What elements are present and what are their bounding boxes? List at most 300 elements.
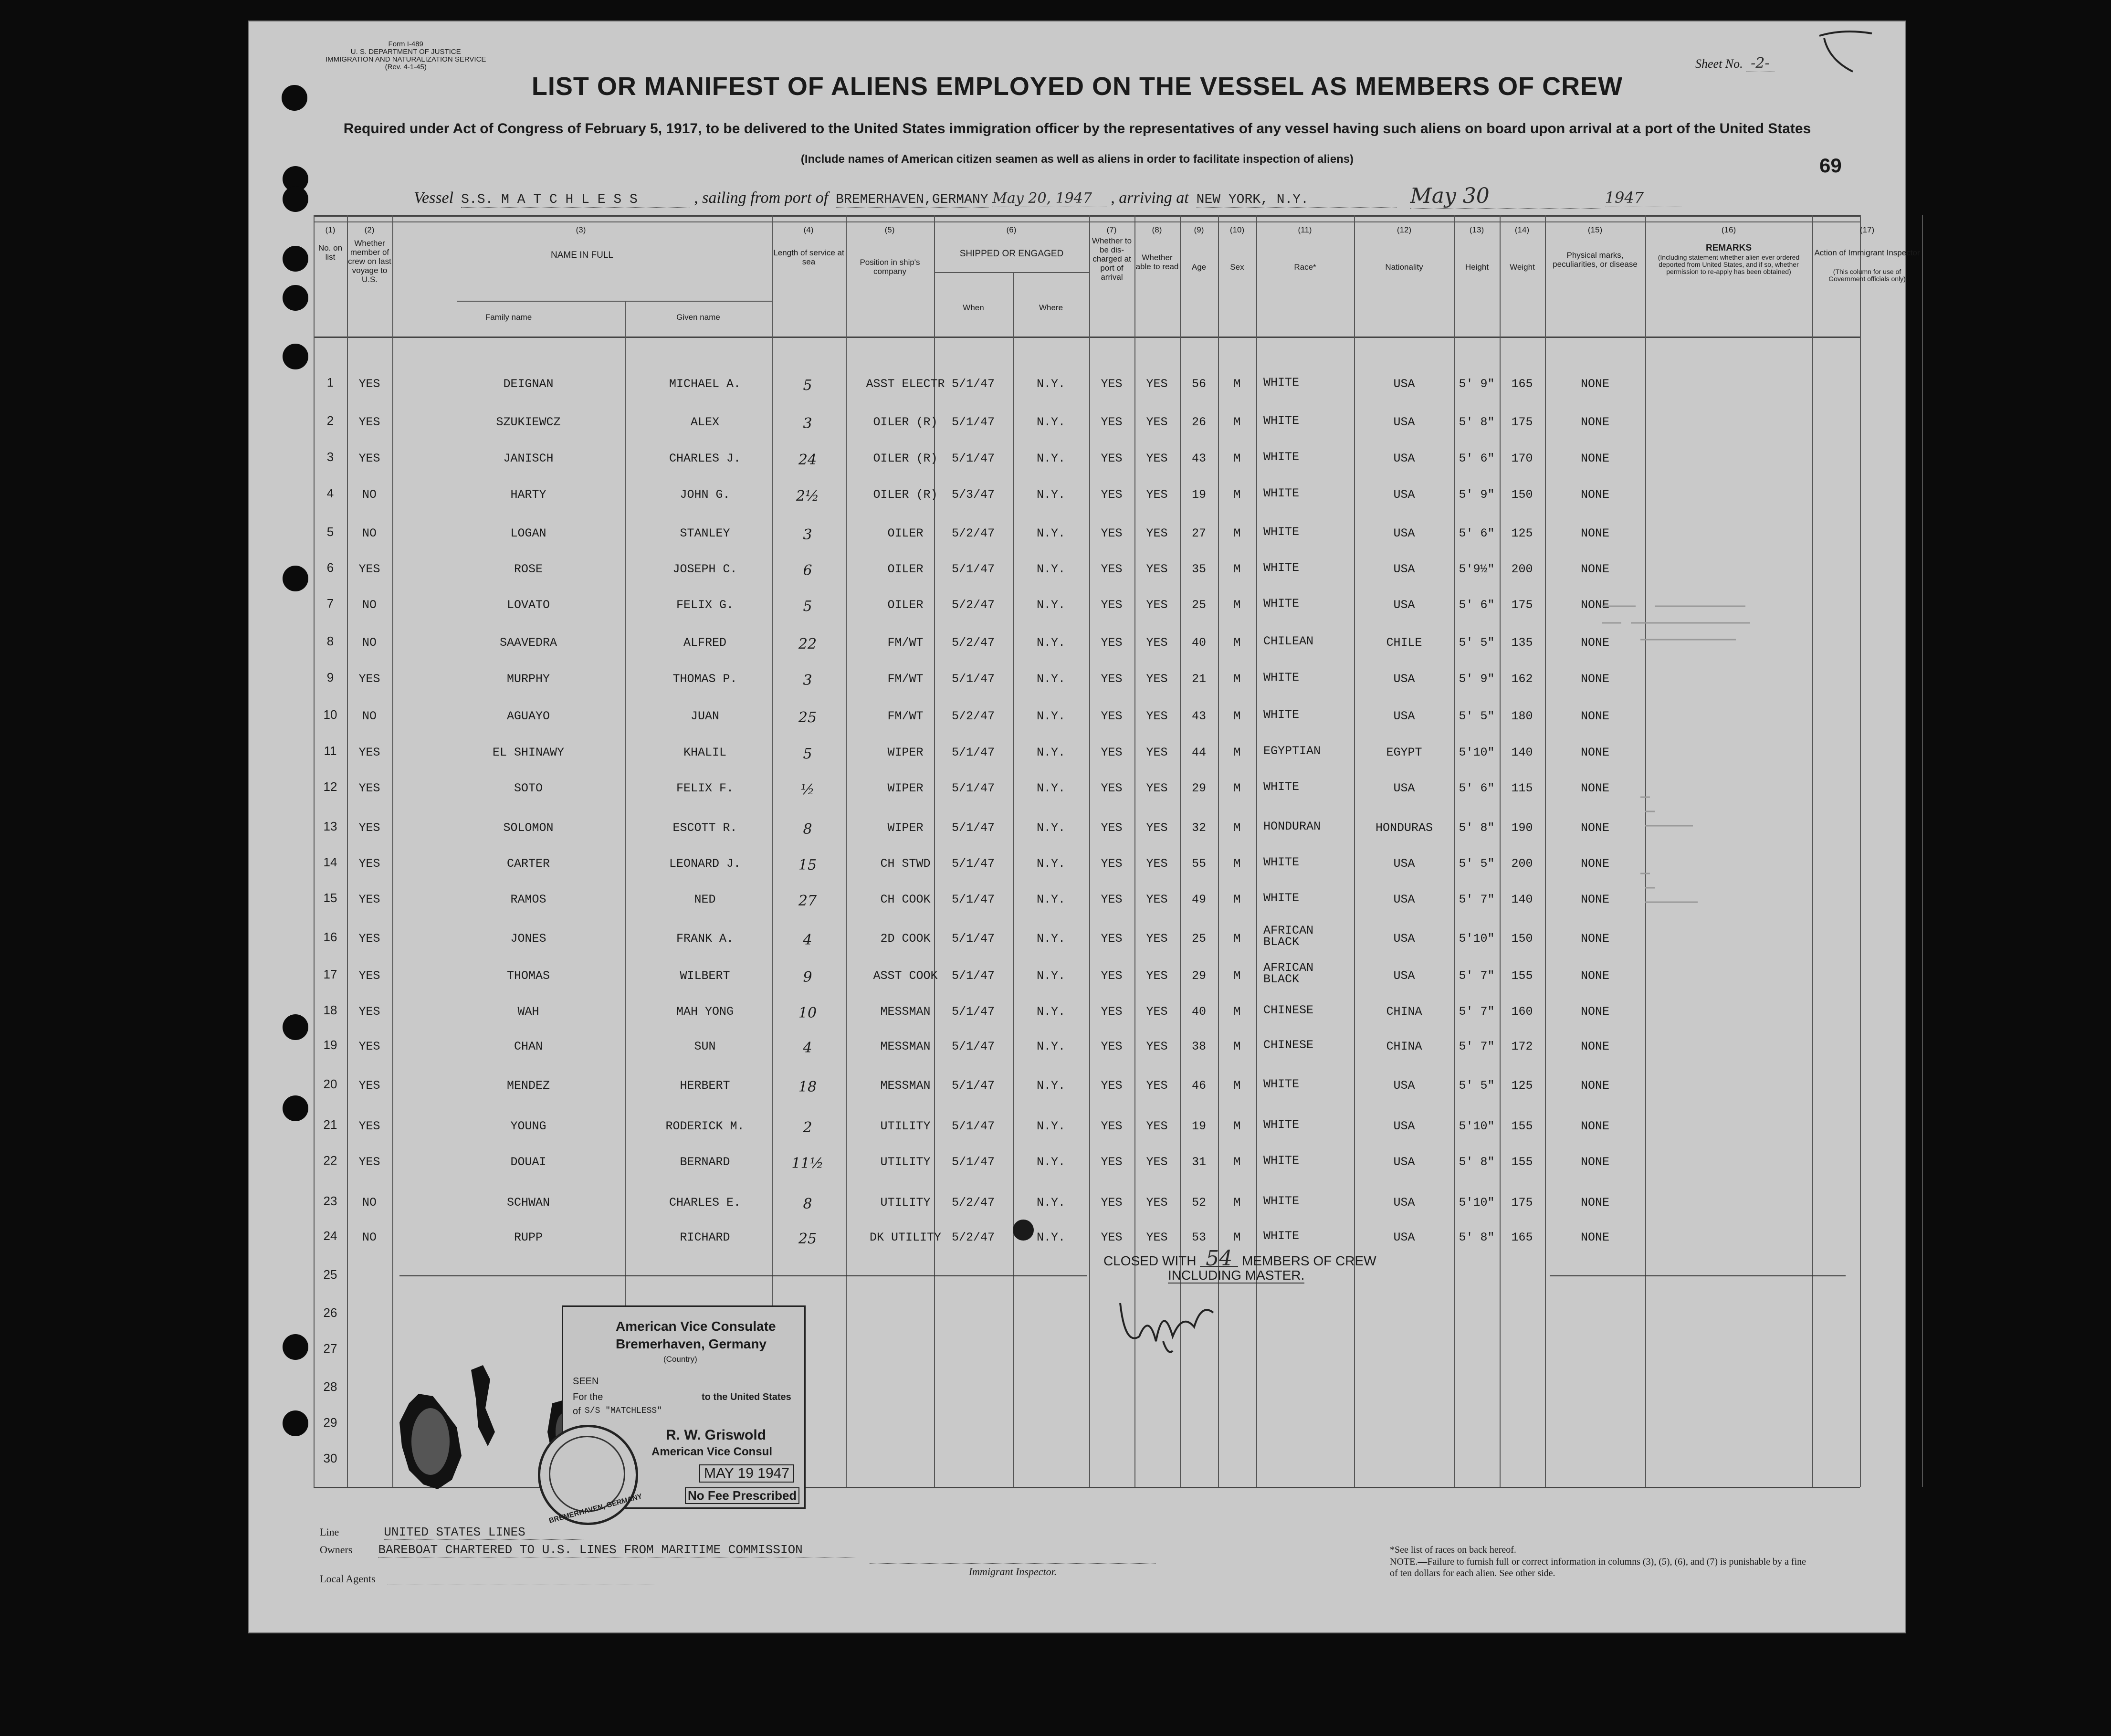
cell-weight: 165 [1511,377,1533,391]
stamp-ship-name: S/S "MATCHLESS" [585,1406,662,1416]
col-family-header: Family name [485,313,532,322]
form-rev: (Rev. 4-1-45) [385,63,427,71]
cell-race: WHITE [1263,855,1300,869]
cell-weight: 175 [1511,415,1533,429]
column-number: (9) [1194,225,1204,234]
cell-family: SZUKIEWCZ [496,415,561,429]
cell-position: FM/WT [887,636,924,650]
cell-where: N.Y. [1036,709,1066,723]
cell-height: 5' 7" [1459,1040,1495,1053]
cell-length: 4 [803,1040,812,1056]
cell-disch: YES [1101,1155,1123,1169]
cell-height: 5' 9" [1459,672,1495,686]
cell-height: 5' 7" [1459,1005,1495,1019]
cell-race: WHITE [1263,376,1300,389]
cell-weight: 200 [1511,857,1533,871]
cell-read: YES [1146,969,1168,983]
cell-given: SUN [694,1040,716,1053]
cell-length: 24 [798,452,817,468]
cell-family: SOTO [514,781,543,795]
to-us-label: to the United States [702,1392,791,1402]
row-number: 27 [323,1341,337,1356]
row-number: 30 [323,1451,337,1465]
cell-disch: YES [1101,598,1123,612]
cell-physical: NONE [1580,452,1610,465]
cell-race: AFRICAN BLACK [1263,924,1314,949]
cell-weight: 165 [1511,1231,1533,1244]
cell-height: 5'10" [1459,932,1495,946]
corner-pencil-mark [1815,26,1881,79]
cell-when: 5/1/47 [951,1005,995,1019]
vessel-name: S.S. M A T C H L E S S [461,192,690,208]
cell-height: 5' 9" [1459,377,1495,391]
vessel-line [414,184,1681,208]
row-number: 16 [323,930,337,944]
col-length-header: Length of service at sea [773,248,844,266]
cell-when: 5/1/47 [951,562,995,576]
row-number: 15 [323,891,337,905]
cell-nationality: USA [1393,932,1415,946]
cell-prior: NO [362,636,377,650]
cell-prior: YES [358,1079,380,1093]
col-race-header: Race* [1294,263,1316,272]
cell-nationality: USA [1393,969,1415,983]
cell-nationality: USA [1393,377,1415,391]
col-where-header: Where [1039,303,1063,312]
cell-sex: M [1233,1079,1241,1093]
cell-read: YES [1146,598,1168,612]
punch-hole [283,246,308,272]
cell-nationality: USA [1393,452,1415,465]
cell-read: YES [1146,709,1168,723]
cell-when: 5/1/47 [951,1079,995,1093]
cell-family: AGUAYO [506,709,550,723]
cell-weight: 140 [1511,746,1533,759]
cell-physical: NONE [1580,821,1610,835]
cell-nationality: USA [1393,1119,1415,1133]
cell-nationality: USA [1393,1155,1415,1169]
cell-physical: NONE [1580,969,1610,983]
cell-nationality: USA [1393,598,1415,612]
cell-prior: YES [358,415,380,429]
cell-length: 15 [798,857,817,873]
row-number: 22 [323,1153,337,1168]
cell-prior: YES [358,1119,380,1133]
column-number: (6) [1006,225,1017,234]
cell-length: 3 [803,672,812,689]
cell-when: 5/1/47 [951,1119,995,1133]
cell-position: CH COOK [880,893,931,906]
cell-position: DK UTILITY [869,1231,942,1244]
column-number: (8) [1152,225,1162,234]
cell-height: 5' 8" [1459,821,1495,835]
cell-sex: M [1233,1040,1241,1053]
cell-where: N.Y. [1036,1155,1066,1169]
cell-race: WHITE [1263,708,1300,722]
cell-disch: YES [1101,969,1123,983]
cell-position: OILER (R) [873,452,938,465]
line-label: Line [320,1526,339,1538]
penalty-note: NOTE.—Failure to furnish full or correct information in columns (3), (5), (6), and (7) is punishable by a fine of ten dollars for each alien. See other side. [1390,1557,1806,1578]
cell-age: 29 [1191,781,1207,795]
cell-length: 5 [803,746,812,762]
cell-length: 3 [803,415,812,432]
cell-where: N.Y. [1036,1040,1066,1053]
cell-when: 5/1/47 [951,821,995,835]
cell-family: MURPHY [506,672,550,686]
cell-given: CHARLES J. [669,452,741,465]
row-number: 5 [326,525,334,539]
cell-read: YES [1146,1155,1168,1169]
cell-race: WHITE [1263,891,1300,905]
cell-family: DOUAI [510,1155,546,1169]
cell-family: DEIGNAN [503,377,554,391]
footer-agents [320,1573,654,1585]
cell-sex: M [1233,526,1241,540]
cell-given: KHALIL [683,746,727,759]
cell-nationality: USA [1393,562,1415,576]
cell-family: WAH [517,1005,539,1019]
cell-length: 18 [798,1079,817,1095]
cell-where: N.Y. [1036,1005,1066,1019]
cell-disch: YES [1101,415,1123,429]
cell-nationality: USA [1393,415,1415,429]
column-number: (15) [1587,225,1603,234]
cell-height: 5' 6" [1459,781,1495,795]
cell-given: RICHARD [680,1231,730,1244]
footer-line [320,1525,584,1540]
page-number: 69 [1819,154,1842,177]
cell-weight: 150 [1511,932,1533,946]
cell-disch: YES [1101,857,1123,871]
row-number: 4 [326,486,334,500]
cell-position: FM/WT [887,672,924,686]
cell-given: FELIX F. [676,781,734,795]
cell-prior: YES [358,893,380,906]
cell-prior: YES [358,969,380,983]
punch-hole [283,1014,308,1040]
cell-length: 10 [798,1005,817,1021]
cell-physical: NONE [1580,746,1610,759]
cell-height: 5' 5" [1459,709,1495,723]
cell-where: N.Y. [1036,1231,1066,1244]
cell-prior: NO [362,1231,377,1244]
closing-statement [1103,1246,1376,1283]
punch-hole [283,566,308,591]
cell-race: WHITE [1263,780,1300,794]
cell-nationality: HONDURAS [1375,821,1433,835]
row-number: 14 [323,855,337,869]
col-name-header: NAME IN FULL [551,250,613,260]
form-identifier [326,41,486,71]
cell-position: UTILITY [880,1196,931,1210]
col-read-header: Whether able to read [1135,253,1179,271]
cell-length: 2½ [796,488,819,505]
cell-given: JOHN G. [680,488,730,502]
cell-family: SAAVEDRA [499,636,557,650]
cell-family: HARTY [510,488,546,502]
cell-given: FELIX G. [676,598,734,612]
cell-family: JONES [510,932,546,946]
cell-sex: M [1233,857,1241,871]
cell-sex: M [1233,932,1241,946]
cell-length: 11½ [791,1155,824,1172]
cell-weight: 170 [1511,452,1533,465]
cell-when: 5/1/47 [951,893,995,906]
cell-disch: YES [1101,1231,1123,1244]
col-action-header: Action of Immigrant Inspector [1814,248,1920,257]
cell-given: HERBERT [680,1079,730,1093]
col-position-header: Position in ship's company [860,258,920,276]
cell-sex: M [1233,893,1241,906]
cell-weight: 125 [1511,1079,1533,1093]
cell-position: OILER (R) [873,415,938,429]
cell-weight: 175 [1511,598,1533,612]
row-number: 23 [323,1194,337,1208]
cell-where: N.Y. [1036,672,1066,686]
cell-when: 5/1/47 [951,781,995,795]
punch-hole [283,1410,308,1436]
cell-race: WHITE [1263,486,1300,500]
stamp-date: MAY 19 1947 [699,1464,794,1483]
cell-read: YES [1146,415,1168,429]
column-number: (4) [803,225,814,234]
include-note: (Include names of American citizen seamen as well as aliens in order to facilitate inspection of aliens) [800,153,1354,166]
cell-sex: M [1233,488,1241,502]
cell-nationality: USA [1393,781,1415,795]
cell-height: 5' 6" [1459,598,1495,612]
footer-owners [320,1543,855,1557]
col-remarks-header: REMARKS [1705,243,1752,253]
cell-where: N.Y. [1036,488,1066,502]
cell-height: 5' 8" [1459,1155,1495,1169]
sail-date: May 20, 1947 [992,190,1107,207]
cell-disch: YES [1101,672,1123,686]
cell-family: THOMAS [506,969,550,983]
col-given-header: Given name [676,313,720,322]
column-number: (11) [1298,225,1312,234]
cell-position: MESSMAN [880,1079,931,1093]
cell-age: 25 [1191,598,1207,612]
cell-read: YES [1146,377,1168,391]
seal-text: BREMERHAVEN, GERMANY [548,1492,643,1525]
cell-physical: NONE [1580,1005,1610,1019]
cell-where: N.Y. [1036,452,1066,465]
cell-age: 44 [1191,746,1207,759]
cell-prior: YES [358,932,380,946]
cell-given: ESCOTT R. [672,821,737,835]
cell-race: WHITE [1263,525,1300,539]
page-title: LIST OR MANIFEST OF ALIENS EMPLOYED ON THE VESSEL AS MEMBERS OF CREW [531,72,1623,101]
cell-height: 5' 6" [1459,452,1495,465]
cell-nationality: USA [1393,709,1415,723]
cell-read: YES [1146,672,1168,686]
cell-family: SOLOMON [503,821,554,835]
cell-weight: 135 [1511,636,1533,650]
faint-remarks-marks [1593,587,1841,921]
cell-position: UTILITY [880,1119,931,1133]
cell-disch: YES [1101,781,1123,795]
row-number: 28 [323,1379,337,1394]
cell-disch: YES [1101,821,1123,835]
cell-sex: M [1233,1196,1241,1210]
cell-position: ASST COOK [873,969,938,983]
cell-family: JANISCH [503,452,554,465]
cell-sex: M [1233,709,1241,723]
cell-nationality: USA [1393,893,1415,906]
cell-read: YES [1146,932,1168,946]
row-number: 21 [323,1117,337,1132]
cell-position: 2D COOK [880,932,931,946]
cell-read: YES [1146,1079,1168,1093]
cell-age: 52 [1191,1196,1207,1210]
cell-race: AFRICAN BLACK [1263,961,1314,986]
cell-nationality: USA [1393,1079,1415,1093]
cell-where: N.Y. [1036,746,1066,759]
cell-given: STANLEY [680,526,730,540]
cell-race: WHITE [1263,1077,1300,1091]
cell-race: CHINESE [1263,1003,1314,1017]
cell-given: WILBERT [680,969,730,983]
sheet-value: -2- [1746,55,1774,72]
cell-nationality: USA [1393,526,1415,540]
cell-prior: YES [358,821,380,835]
form-service: IMMIGRATION AND NATURALIZATION SERVICE [326,55,486,63]
cell-length: 8 [803,821,812,838]
column-number: (1) [325,225,336,234]
cell-nationality: CHINA [1386,1005,1422,1019]
cell-where: N.Y. [1036,562,1066,576]
cell-age: 32 [1191,821,1207,835]
cell-physical: NONE [1580,781,1610,795]
cell-family: RUPP [514,1231,543,1244]
row-number: 8 [326,634,334,648]
cell-length: 9 [803,969,812,986]
cell-physical: NONE [1580,1231,1610,1244]
cell-family: LOGAN [510,526,546,540]
row-number: 20 [323,1077,337,1091]
cell-family: YOUNG [510,1119,546,1133]
cell-where: N.Y. [1036,857,1066,871]
cell-nationality: USA [1393,857,1415,871]
page-subtitle: Required under Act of Congress of February 5, 1917, to be delivered to the United States immigration officer by the representatives of any vessel having such aliens on board upon arrival at a port of the United States [343,121,1811,137]
cell-read: YES [1146,526,1168,540]
cell-read: YES [1146,893,1168,906]
cell-nationality: USA [1393,488,1415,502]
cell-age: 27 [1191,526,1207,540]
cell-where: N.Y. [1036,1079,1066,1093]
cell-when: 5/1/47 [951,672,995,686]
cell-physical: NONE [1580,598,1610,612]
cell-sex: M [1233,415,1241,429]
cell-given: CHARLES E. [669,1196,741,1210]
cell-given: MAH YONG [676,1005,734,1019]
cell-given: ALFRED [683,636,727,650]
cell-age: 53 [1191,1231,1207,1244]
punch-hole [283,1334,308,1360]
row-number: 11 [324,744,337,758]
row-number: 26 [323,1305,337,1320]
punch-hole [283,285,308,311]
fee-note: No Fee Prescribed [685,1487,799,1504]
sheet-label: Sheet No. [1695,57,1743,71]
col-height-header: Height [1465,263,1489,272]
cell-family: SCHWAN [506,1196,550,1210]
closing-text1: CLOSED WITH [1103,1253,1197,1268]
cell-height: 5' 5" [1459,1079,1495,1093]
cell-where: N.Y. [1036,932,1066,946]
cell-race: CHILEAN [1263,634,1314,648]
cell-race: WHITE [1263,1229,1300,1243]
column-number: (12) [1397,225,1412,234]
col-shipped-header: SHIPPED OR ENGAGED [959,249,1064,259]
cell-prior: NO [362,1196,377,1210]
cell-family: CARTER [506,857,550,871]
arrival-year: 1947 [1605,189,1681,207]
punch-hole [283,186,308,212]
row-number: 9 [326,670,334,684]
cell-age: 46 [1191,1079,1207,1093]
consulate-city: Bremerhaven, Germany [616,1336,767,1351]
cell-family: EL SHINAWY [492,746,565,759]
cell-physical: NONE [1580,636,1610,650]
col-prior-crew-header: Whether member of crew on last voyage to U.S. [348,239,391,284]
cell-height: 5' 5" [1459,857,1495,871]
cell-race: CHINESE [1263,1038,1314,1052]
cell-disch: YES [1101,562,1123,576]
cell-age: 25 [1191,932,1207,946]
cell-age: 40 [1191,1005,1207,1019]
cell-height: 5' 7" [1459,893,1495,906]
column-number: (2) [364,225,375,234]
cell-physical: NONE [1580,377,1610,391]
column-number: (3) [576,225,586,234]
col-physical-header: Physical marks, peculiarities, or disease [1553,251,1638,269]
cell-prior: NO [362,526,377,540]
cell-physical: NONE [1580,526,1610,540]
cell-sex: M [1233,969,1241,983]
cell-race: WHITE [1263,450,1300,464]
closing-text2: MEMBERS OF CREW [1242,1253,1376,1268]
cell-physical: NONE [1580,1155,1610,1169]
cell-race: WHITE [1263,671,1300,684]
cell-position: FM/WT [887,709,924,723]
cell-read: YES [1146,1119,1168,1133]
col-age-header: Age [1191,263,1207,272]
cell-height: 5'10" [1459,1196,1495,1210]
row-number: 25 [323,1267,337,1282]
cell-nationality: USA [1393,1196,1415,1210]
cell-when: 5/1/47 [951,452,995,465]
cell-length: 5 [803,598,812,615]
cell-nationality: CHINA [1386,1040,1422,1053]
cell-weight: 140 [1511,893,1533,906]
cell-length: 27 [798,893,817,909]
cell-length: 3 [803,526,812,543]
cell-weight: 190 [1511,821,1533,835]
cell-read: YES [1146,857,1168,871]
cell-height: 5'10" [1459,746,1495,759]
cell-race: WHITE [1263,1194,1300,1208]
cell-race: WHITE [1263,597,1300,610]
cell-read: YES [1146,746,1168,759]
cell-prior: YES [358,377,380,391]
cell-weight: 155 [1511,1119,1533,1133]
cell-height: 5' 8" [1459,415,1495,429]
consulate-country-label: (Country) [663,1355,697,1364]
cell-age: 55 [1191,857,1207,871]
cell-where: N.Y. [1036,893,1066,906]
